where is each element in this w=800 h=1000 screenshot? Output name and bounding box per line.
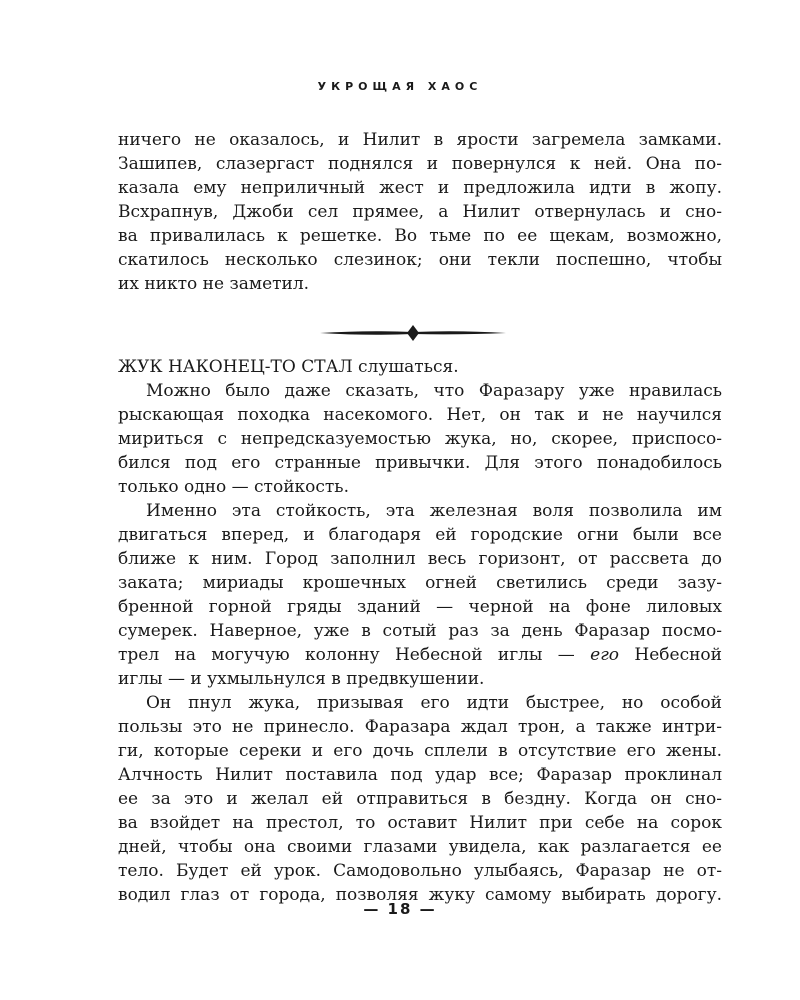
section-opening-line: ЖУК НАКОНЕЦ-ТО СТАЛ слушаться. bbox=[118, 357, 459, 377]
text-block-bottom bbox=[118, 355, 722, 907]
text-line: пользы это не принесло. Фаразара ждал трон, а также интри- bbox=[118, 717, 722, 737]
text-line: заката; мириады крошечных огней светились среди зазу- bbox=[118, 573, 722, 593]
text-line: иглы — и ухмыльнулся в предвкушении. bbox=[118, 669, 485, 689]
text-line: Можно было даже сказать, что Фаразару уже нравилась bbox=[146, 381, 722, 401]
running-head: УКРОЩАЯ ХАОС bbox=[317, 80, 483, 93]
text-line: Алчность Нилит поставила под удар все; Фаразар проклинал bbox=[118, 765, 722, 785]
text-line: бренной горной гряды зданий — черной на фоне лиловых bbox=[118, 597, 722, 617]
text-line: водил глаз от города, позволяя жуку самому выбирать дорогу. bbox=[118, 885, 722, 905]
text-line: ва взойдет на престол, то оставит Нилит при себе на сорок bbox=[118, 813, 722, 833]
text-line: казала ему неприличный жест и предложила идти в жопу. bbox=[118, 178, 722, 198]
text-line: ее за это и желал ей отправиться в бездну. Когда он сно- bbox=[118, 789, 722, 809]
text-line: ближе к ним. Город заполнил весь горизонт, от рассвета до bbox=[118, 549, 722, 569]
text-line: ничего не оказалось, и Нилит в ярости загремела замками. bbox=[118, 130, 722, 150]
text-line: их никто не заметил. bbox=[118, 274, 310, 294]
italic-emphasis: его bbox=[590, 645, 620, 665]
text-fragment: трел на могучую колонну Небесной иглы — bbox=[118, 645, 591, 665]
text-line: Именно эта стойкость, эта железная воля позволила им bbox=[146, 501, 722, 521]
text-line: Он пнул жука, призывая его идти быстрее, но особой bbox=[146, 693, 722, 713]
text-line: тело. Будет ей урок. Самодовольно улыбаясь, Фаразар не от- bbox=[118, 861, 722, 881]
section-divider-ornament-icon bbox=[318, 322, 508, 344]
page-number: — 18 — bbox=[363, 900, 437, 918]
text-line: Всхрапнув, Джоби сел прямее, а Нилит отвернулась и сно- bbox=[118, 202, 722, 222]
text-line-with-italic bbox=[118, 643, 722, 667]
text-line: рыскающая походка насекомого. Нет, он так и не научился bbox=[118, 405, 722, 425]
text-line: Зашипев, слазергаст поднялся и повернулся к ней. Она по- bbox=[118, 154, 722, 174]
text-line: дней, чтобы она своими глазами увидела, как разлагается ее bbox=[118, 837, 722, 857]
text-line: бился под его странные привычки. Для этого понадобилось bbox=[118, 453, 722, 473]
text-line: двигаться вперед, и благодаря ей городские огни были все bbox=[118, 525, 722, 545]
text-block-top bbox=[118, 128, 722, 296]
text-line: ва привалилась к решетке. Во тьме по ее щекам, возможно, bbox=[118, 226, 722, 246]
text-line: скатилось несколько слезинок; они текли поспешно, чтобы bbox=[118, 250, 722, 270]
text-line: только одно — стойкость. bbox=[118, 477, 349, 497]
text-fragment: Небесной bbox=[619, 645, 722, 665]
text-line: ги, которые сереки и его дочь сплели в отсутствие его жены. bbox=[118, 741, 722, 761]
text-line: сумерек. Наверное, уже в сотый раз за день Фаразар посмо- bbox=[118, 621, 722, 641]
text-line: мириться с непредсказуемостью жука, но, скорее, приспосо- bbox=[118, 429, 722, 449]
